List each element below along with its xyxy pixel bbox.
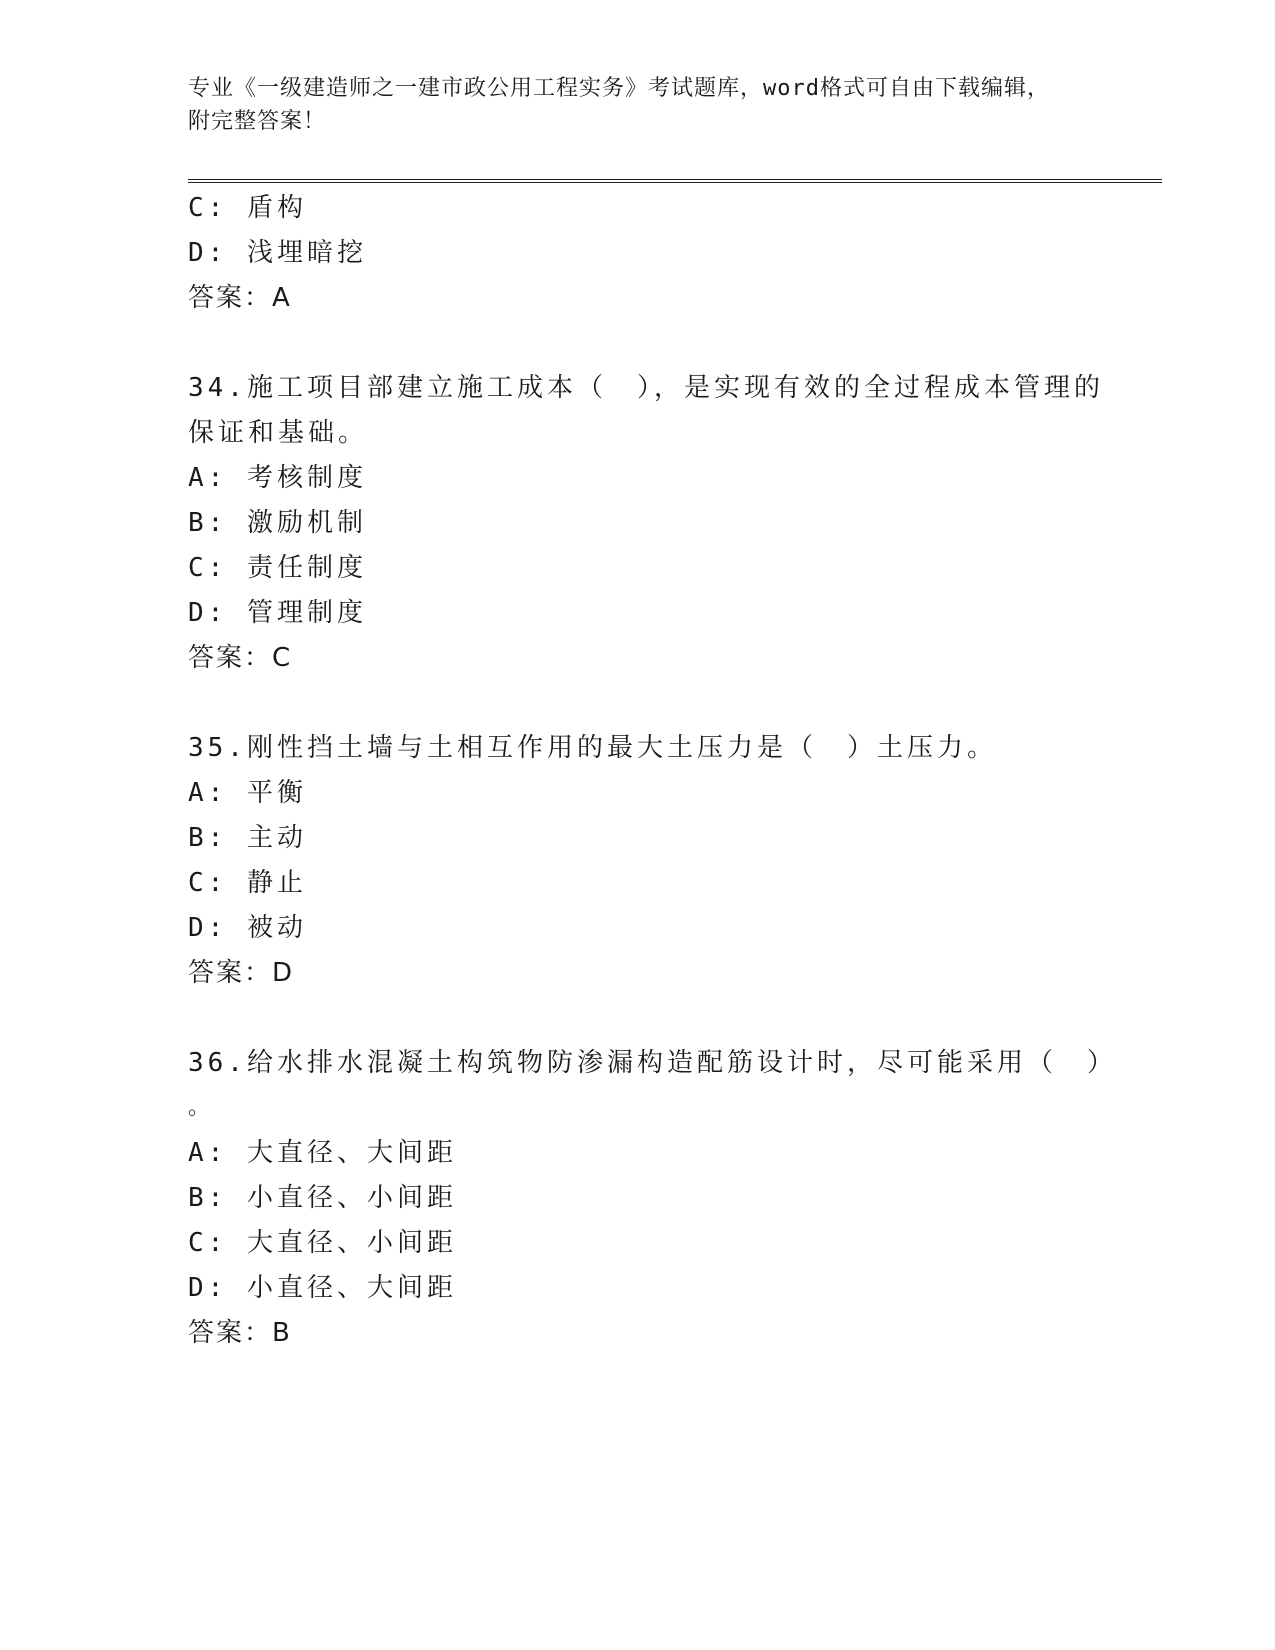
header-divider (188, 179, 1162, 183)
q34-text-line2: 保证和基础。 (188, 418, 369, 448)
q36-option-d: D: 小直径、大间距 (188, 1273, 457, 1303)
q36-answer: 答案：B (188, 1318, 292, 1348)
q36-option-c: C: 大直径、小间距 (188, 1228, 457, 1258)
prev-option-c: C: 盾构 (188, 193, 307, 223)
prev-option-d: D: 浅埋暗挖 (188, 238, 367, 268)
q34-option-b: B: 激励机制 (188, 508, 367, 538)
q34-option-c: C: 责任制度 (188, 553, 367, 583)
q36-option-b: B: 小直径、小间距 (188, 1183, 457, 1213)
q36-option-a: A: 大直径、大间距 (188, 1138, 457, 1168)
q35-answer: 答案：D (188, 958, 295, 988)
page-header: 专业《一级建造师之一建市政公用工程实务》考试题库，word格式可自由下载编辑，附完整答案！ (188, 76, 1050, 134)
q35-option-a: A: 平衡 (188, 778, 307, 808)
q35-option-d: D: 被动 (188, 913, 307, 943)
q35-option-c: C: 静止 (188, 868, 307, 898)
q35-text: 35.刚性挡土墙与土相互作用的最大土压力是（ ）土压力。 (188, 733, 997, 763)
q36-text-line2: 。 (188, 1095, 215, 1120)
q34-option-a: A: 考核制度 (188, 463, 367, 493)
q34-text-line1: 34.施工项目部建立施工成本（ ），是实现有效的全过程成本管理的 (188, 373, 1104, 403)
q36-text-line1: 36.给水排水混凝土构筑物防渗漏构造配筋设计时，尽可能采用（ ） (188, 1048, 1117, 1078)
q35-option-b: B: 主动 (188, 823, 307, 853)
q34-answer: 答案：C (188, 643, 293, 673)
prev-answer: 答案：A (188, 283, 292, 313)
q34-option-d: D: 管理制度 (188, 598, 367, 628)
